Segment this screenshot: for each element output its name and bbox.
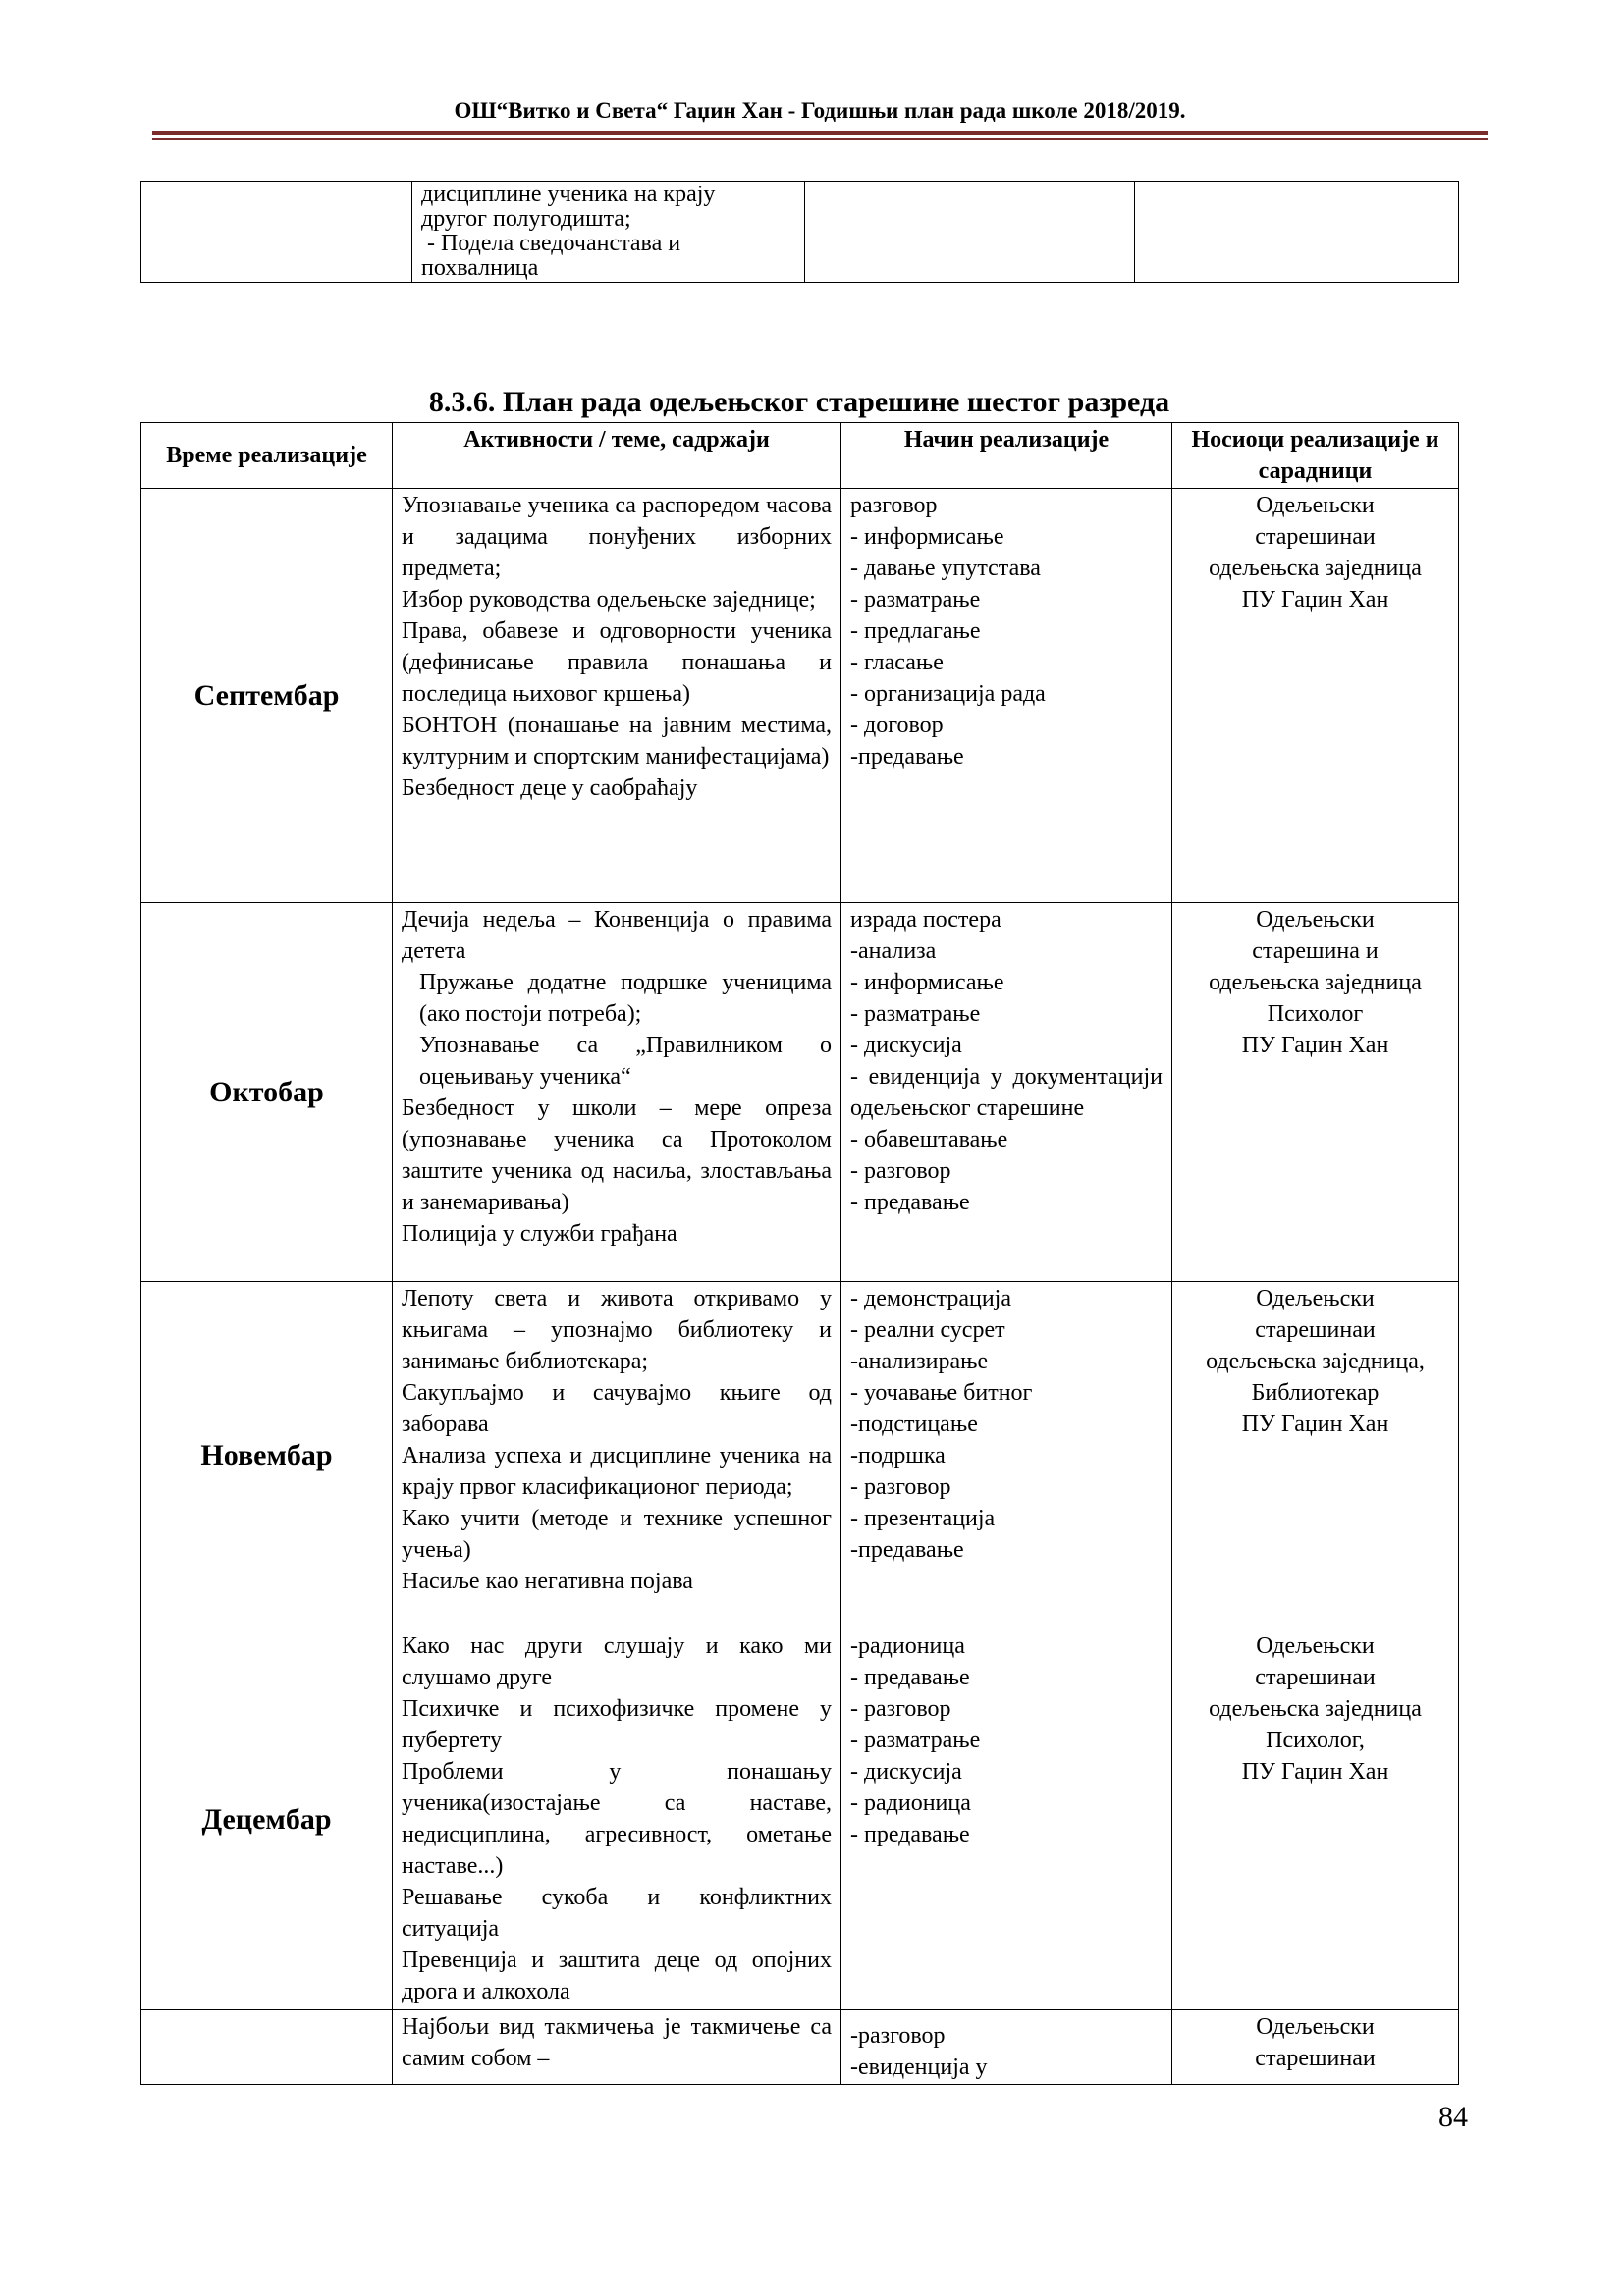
header-method: Начин реализације bbox=[841, 423, 1172, 489]
activities-cell: Упознавање ученика са распоредом часова и задацима понуђених изборних предмета; Избор руководства одељењске заједнице; Права, обавезе и одговорности ученика (дефинисање правила понашања и последица њиховог кршења) БОНТОН (понашање на јавним местима, културним и спортским манифестацијама) Безбедност деце у саобраћају bbox=[393, 489, 841, 903]
table-row bbox=[141, 1629, 1459, 2010]
month-cell bbox=[141, 2010, 393, 2085]
carriers-cell: Одељењски старешинаи bbox=[1172, 2010, 1459, 2085]
table-row bbox=[141, 1282, 1459, 1629]
page-header: ОШ“Витко и Света“ Гаџин Хан - Годишњи план рада школе 2018/2019. bbox=[454, 98, 1186, 123]
month-cell: Децембар bbox=[141, 1629, 393, 2010]
continuation-table bbox=[140, 181, 1459, 283]
activities-cell: Лепоту света и живота откривамо у књигама – упознајмо библиотеку и занимање библиотекара; Сакупљајмо и сачувајмо књиге од заборава Анализа успеха и дисциплине ученика на крају првог класификационог периода; Како учити (методе и технике успешног учења) Насиље као негативна појава bbox=[393, 1282, 841, 1629]
header-activities: Активности / теме, садржаји bbox=[393, 423, 841, 489]
header-rule-thick bbox=[152, 131, 1488, 135]
table-row bbox=[141, 182, 1459, 283]
method-cell: разговор - информисање - давање упутстава - разматрање - предлагање - гласање - организација рада - договор -предавање bbox=[841, 489, 1172, 903]
table-header-row bbox=[141, 423, 1459, 489]
header-carriers: Носиоци реализације и сарадници bbox=[1172, 423, 1459, 489]
month-cell: Новембар bbox=[141, 1282, 393, 1629]
method-cell: -радионица - предавање - разговор - разматрање - дискусија - радионица - предавање bbox=[841, 1629, 1172, 2010]
carriers-cell: Одељењски старешинаи одељењска заједница, Библиотекар ПУ Гаџин Хан bbox=[1172, 1282, 1459, 1629]
method-cell: -разговор -евиденција у bbox=[841, 2010, 1172, 2085]
carriers-cell: Одељењски старешинаи одељењска заједница ПУ Гаџин Хан bbox=[1172, 489, 1459, 903]
table-row bbox=[141, 489, 1459, 903]
table-row bbox=[141, 903, 1459, 1282]
carriers-cell: Одељењски старешина и одељењска заједница Психолог ПУ Гаџин Хан bbox=[1172, 903, 1459, 1282]
carriers-cell: Одељењски старешинаи одељењска заједница Психолог, ПУ Гаџин Хан bbox=[1172, 1629, 1459, 2010]
month-cell: Септембар bbox=[141, 489, 393, 903]
page-number: 84 bbox=[1438, 2101, 1468, 2133]
activities-cell: Дечија недеља – Конвенција о правима детета Пружање додатне подршке ученицима (ако постоји потреба); Упознавање са „Правилником о оцењивању ученика“ Безбедност у школи – мере опреза (упознавање ученика са Протоколом заштите ученика од насиља, злостављања и занемаривања) Полиција у служби грађана bbox=[393, 903, 841, 1282]
section-title: 8.3.6. План рада одељењског старешине шестог разреда bbox=[428, 386, 1170, 418]
activities-cell: Како нас други слушају и како ми слушамо друге Психичке и психофизичке промене у пубертету Проблеми у понашању ученика(изостајање са наставе, недисциплина, агресивност, ометање наставе...) Решавање сукоба и конфликтних ситуација Превенција и заштита деце од опојних дрога и алкохола bbox=[393, 1629, 841, 2010]
activities-cell: Најбољи вид такмичења је такмичење са самим собом – bbox=[393, 2010, 841, 2085]
header-rule-thin bbox=[152, 138, 1488, 140]
header-time: Време реализације bbox=[141, 423, 393, 489]
table-row bbox=[141, 2010, 1459, 2085]
method-cell: - демонстрација - реални сусрет -анализирање - уочавање битног -подстицање -подршка - разговор - презентација -предавање bbox=[841, 1282, 1172, 1629]
method-cell: израда постера -анализа - информисање - разматрање - дискусија - евиденција у документацији одељењског старешине - обавештавање - разговор - предавање bbox=[841, 903, 1172, 1282]
continuation-activities: дисциплине ученика на крају другог полугодишта; - Подела сведочанстава и похвалница bbox=[412, 182, 805, 283]
month-cell: Октобар bbox=[141, 903, 393, 1282]
plan-table bbox=[140, 422, 1459, 2085]
